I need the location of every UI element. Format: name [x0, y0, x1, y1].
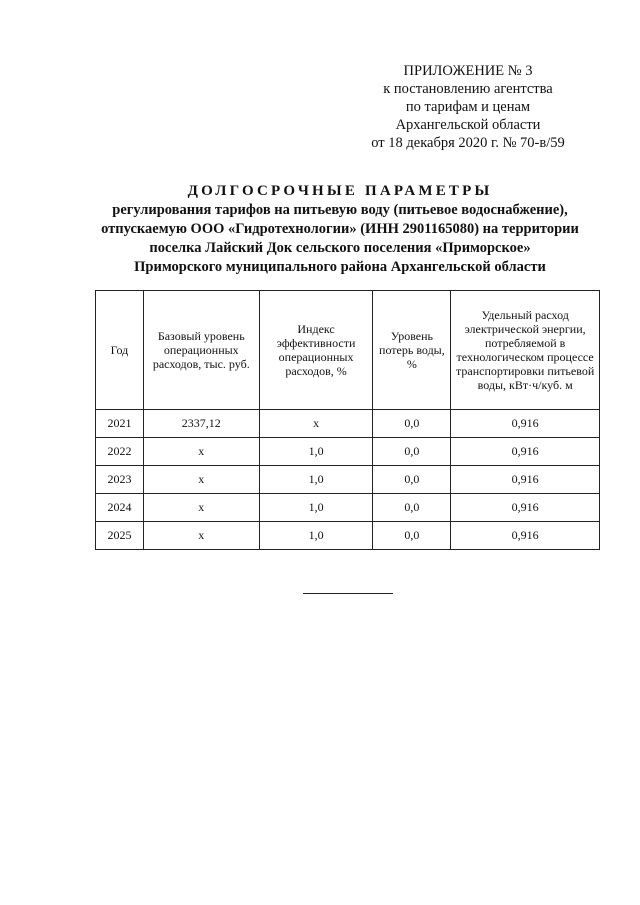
- title-line: регулирования тарифов на питьевую воду (питьевое водоснабжение),: [112, 202, 568, 218]
- cell-year: 2023: [96, 466, 144, 494]
- table-header-row: [96, 291, 600, 410]
- appendix-number: ПРИЛОЖЕНИЕ № 3: [403, 63, 533, 79]
- cell-water-loss: 0,0: [373, 466, 451, 494]
- table-row: [96, 494, 600, 522]
- appendix-line: к постановлению агентства: [383, 81, 553, 97]
- header-base-opex: Базовый уровень операционных расходов, тыс. руб.: [143, 291, 259, 410]
- cell-energy-consumption: 0,916: [451, 466, 600, 494]
- title-line: Приморского муниципального района Архангельской области: [134, 259, 546, 275]
- cell-energy-consumption: 0,916: [451, 522, 600, 550]
- appendix-date: от 18 декабря 2020 г. № 70-в/59: [371, 135, 565, 151]
- cell-efficiency-index: 1,0: [259, 466, 373, 494]
- header-efficiency-index: Индекс эффективности операционных расходов, %: [259, 291, 373, 410]
- table-row: [96, 466, 600, 494]
- cell-efficiency-index: 1,0: [259, 438, 373, 466]
- header-year: Год: [96, 291, 144, 410]
- appendix-line: по тарифам и ценам: [405, 99, 531, 115]
- cell-year: 2021: [96, 410, 144, 438]
- cell-efficiency-index: 1,0: [259, 494, 373, 522]
- cell-base-opex: х: [143, 494, 259, 522]
- appendix-line: Архангельской области: [395, 117, 541, 133]
- title-heading: ДОЛГОСРОЧНЫЕ ПАРАМЕТРЫ: [187, 183, 493, 199]
- cell-water-loss: 0,0: [373, 438, 451, 466]
- cell-year: 2024: [96, 494, 144, 522]
- cell-energy-consumption: 0,916: [451, 494, 600, 522]
- cell-base-opex: х: [143, 466, 259, 494]
- table-row: [96, 522, 600, 550]
- table-row: [96, 410, 600, 438]
- parameters-table: [95, 290, 600, 550]
- cell-base-opex: х: [143, 438, 259, 466]
- title-line: отпускаемую ООО «Гидротехнологии» (ИНН 2901165080) на территории: [101, 221, 579, 237]
- appendix-note: [330, 62, 606, 152]
- title-line: поселка Лайский Док сельского поселения «Приморское»: [149, 240, 531, 256]
- cell-water-loss: 0,0: [373, 522, 451, 550]
- end-divider: [303, 593, 393, 594]
- cell-efficiency-index: 1,0: [259, 522, 373, 550]
- cell-water-loss: 0,0: [373, 494, 451, 522]
- cell-energy-consumption: 0,916: [451, 410, 600, 438]
- table-row: [96, 438, 600, 466]
- cell-efficiency-index: х: [259, 410, 373, 438]
- header-energy-consumption: Удельный расход электрической энергии, потребляемой в технологическом процессе транспортировки питьевой воды, кВт·ч/куб. м: [451, 291, 600, 410]
- document-title: [70, 182, 610, 277]
- cell-water-loss: 0,0: [373, 410, 451, 438]
- cell-year: 2022: [96, 438, 144, 466]
- cell-base-opex: х: [143, 522, 259, 550]
- cell-energy-consumption: 0,916: [451, 438, 600, 466]
- header-water-loss: Уровень потерь воды, %: [373, 291, 451, 410]
- cell-base-opex: 2337,12: [143, 410, 259, 438]
- cell-year: 2025: [96, 522, 144, 550]
